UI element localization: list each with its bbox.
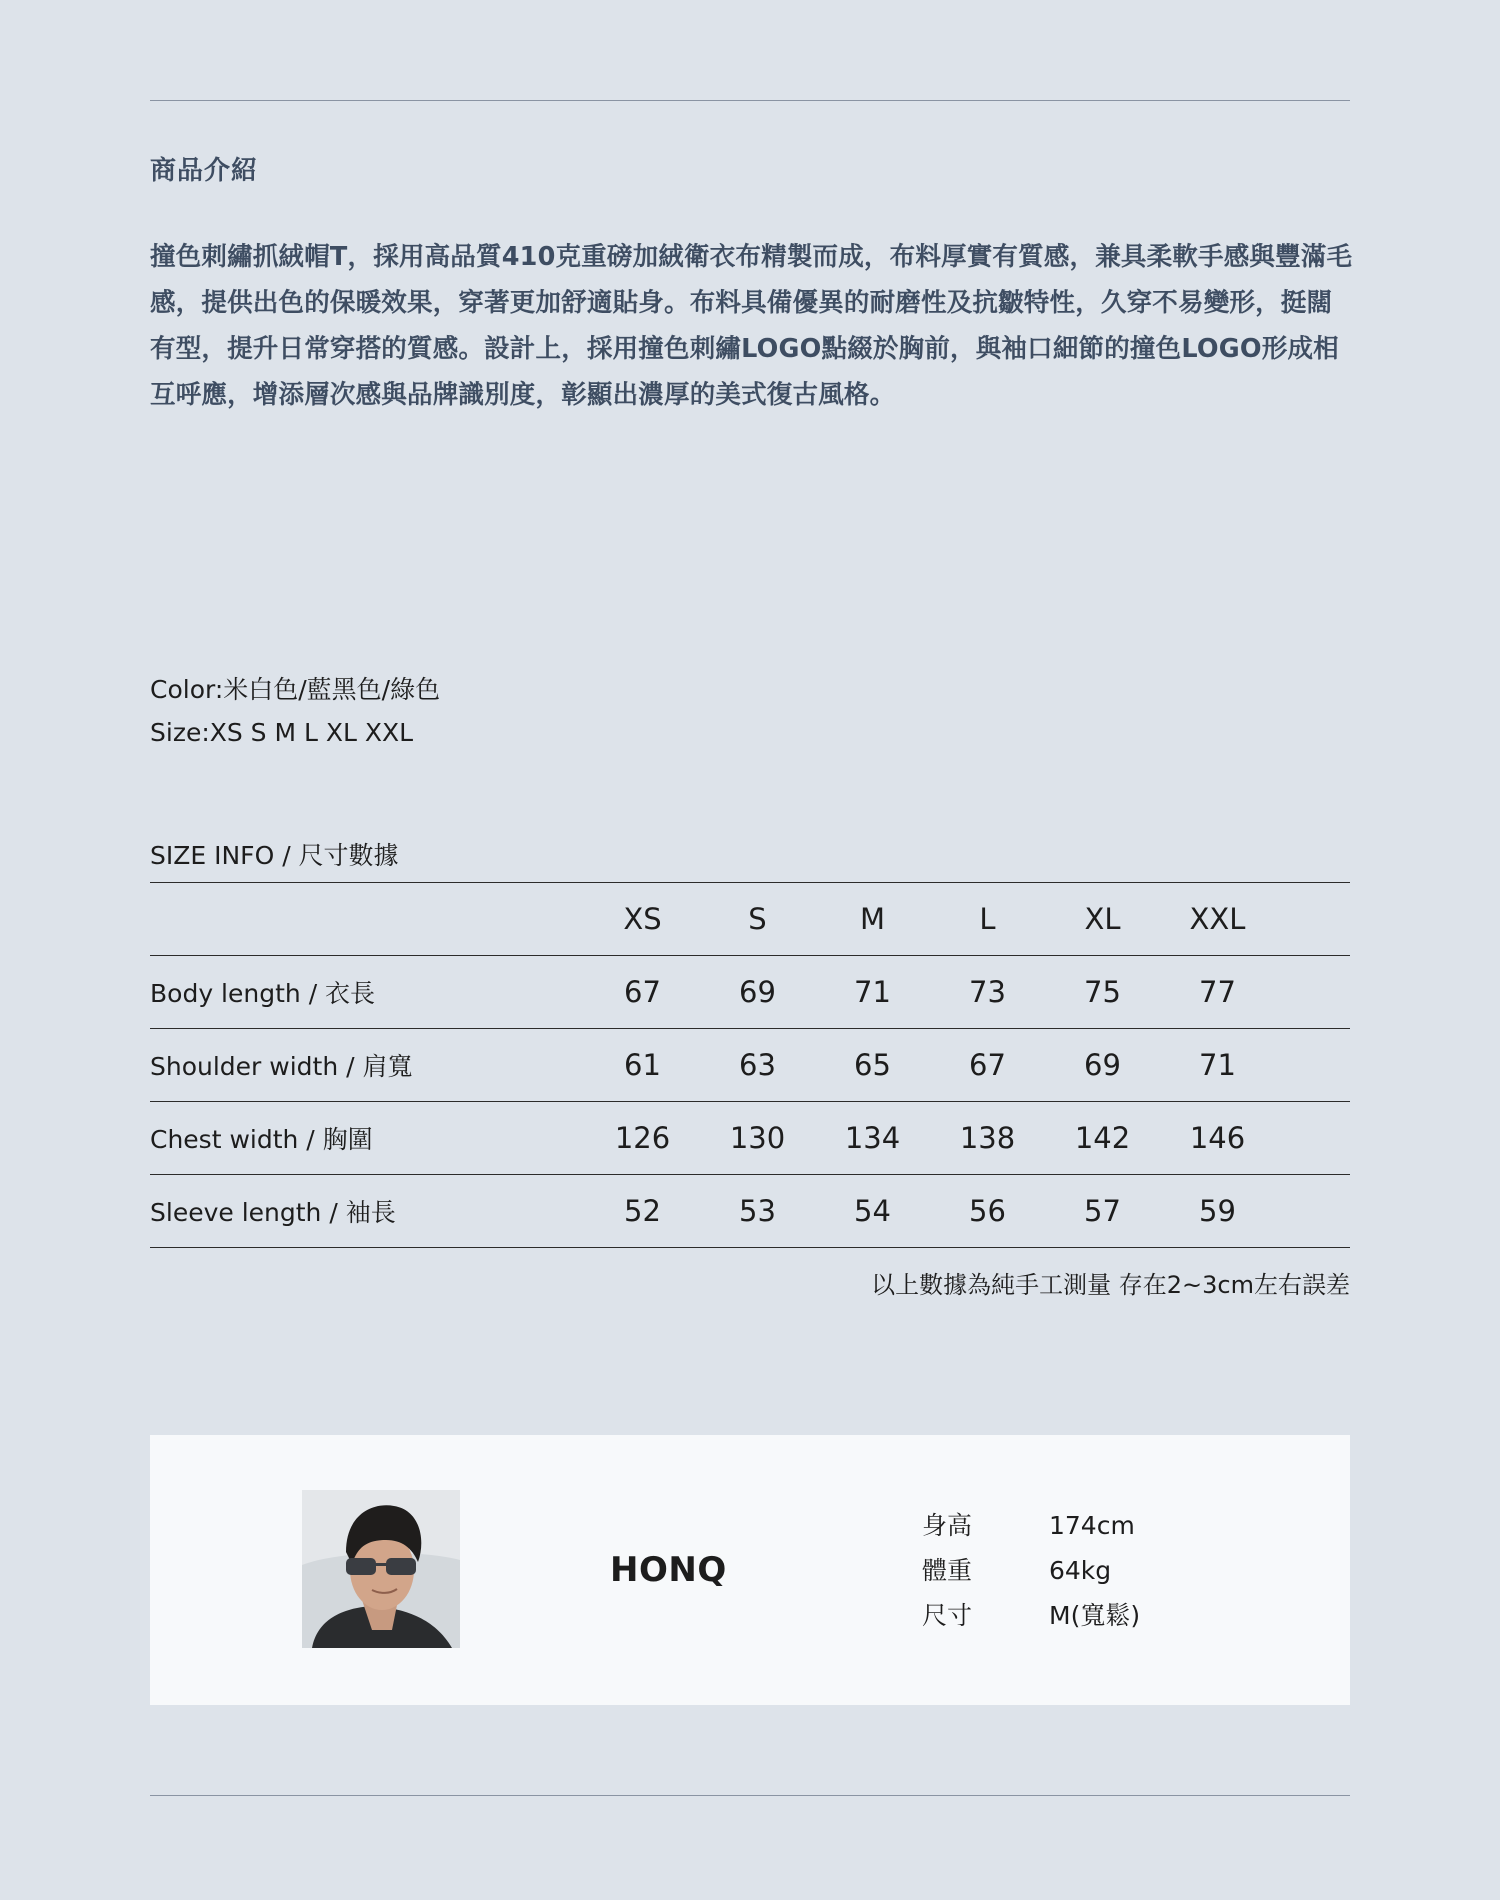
table-cell: 126	[614, 1121, 671, 1155]
row-label: Sleeve length / 袖長	[150, 1198, 396, 1227]
row-label: Body length / 衣長	[150, 979, 376, 1008]
top-divider	[150, 100, 1350, 101]
row-label: Shoulder width / 肩寬	[150, 1052, 413, 1081]
bottom-divider	[150, 1795, 1350, 1796]
table-cell: 67	[969, 1048, 1006, 1082]
table-cell: 53	[739, 1194, 776, 1228]
stat-value: M(寬鬆)	[1049, 1601, 1141, 1630]
stat-label: 尺寸	[922, 1601, 973, 1630]
stat-row-height	[922, 1503, 1140, 1548]
table-cell: 73	[969, 975, 1006, 1009]
model-photo	[302, 1490, 460, 1648]
table-cell: 134	[844, 1121, 901, 1155]
table-cell: 63	[739, 1048, 776, 1082]
table-cell: 77	[1199, 975, 1236, 1009]
size-header-xl: XL	[1084, 902, 1121, 936]
stat-label: 身高	[922, 1511, 973, 1540]
stat-label: 體重	[922, 1556, 973, 1585]
product-description: 撞色刺繡抓絨帽T，採用高品質410克重磅加絨衛衣布精製而成，布料厚實有質感，兼具柔軟手感與豐滿毛感，提供出色的保暖效果，穿著更加舒適貼身。布料具備優異的耐磨性及抗皺特性，久穿不易變形，挺闊有型，提升日常穿搭的質感。設計上，採用撞色刺繡LOGO點綴於胸前，與袖口細節的撞色LOGO形成相互呼應，增添層次感與品牌識別度，彰顯出濃厚的美式復古風格。	[150, 242, 1353, 410]
table-cell: 57	[1084, 1194, 1121, 1228]
table-cell: 130	[729, 1121, 786, 1155]
table-cell: 65	[854, 1048, 891, 1082]
size-info-heading: SIZE INFO / 尺寸數據	[150, 841, 399, 870]
section-title: 商品介紹	[150, 156, 259, 186]
table-cell: 75	[1084, 975, 1121, 1009]
table-row-sleeve-length	[150, 1175, 1350, 1248]
table-cell: 59	[1199, 1194, 1236, 1228]
stat-value: 64kg	[1049, 1556, 1112, 1585]
size-options: Size:XS S M L XL XXL	[150, 718, 414, 747]
table-cell: 54	[854, 1194, 891, 1228]
table-cell: 69	[739, 975, 776, 1009]
table-cell: 56	[969, 1194, 1006, 1228]
table-row-body-length	[150, 956, 1350, 1029]
size-header-blank	[150, 883, 585, 956]
table-cell: 138	[959, 1121, 1016, 1155]
model-name: HONQ	[610, 1550, 727, 1590]
stat-row-weight	[922, 1548, 1140, 1593]
size-header-m: M	[859, 902, 886, 936]
size-header-row	[150, 883, 1350, 956]
measurement-note: 以上數據為純手工測量 存在2~3cm左右誤差	[871, 1271, 1350, 1299]
model-card	[150, 1435, 1350, 1705]
table-row-chest-width	[150, 1102, 1350, 1175]
table-cell: 52	[624, 1194, 661, 1228]
table-cell: 71	[854, 975, 891, 1009]
table-cell: 146	[1189, 1121, 1246, 1155]
color-options: Color:米白色/藍黑色/綠色	[150, 675, 441, 704]
table-row-shoulder-width	[150, 1029, 1350, 1102]
table-cell: 61	[624, 1048, 661, 1082]
table-cell: 69	[1084, 1048, 1121, 1082]
table-cell: 71	[1199, 1048, 1236, 1082]
stat-value: 174cm	[1049, 1511, 1135, 1540]
size-header-s: S	[748, 902, 767, 936]
table-cell: 67	[624, 975, 661, 1009]
product-specs	[150, 668, 440, 754]
model-stats	[922, 1503, 1140, 1638]
size-table	[150, 882, 1350, 1248]
size-header-l: L	[979, 902, 996, 936]
row-label: Chest width / 胸圍	[150, 1125, 373, 1154]
model-portrait-icon	[302, 1490, 460, 1648]
size-header-xxl: XXL	[1189, 902, 1246, 936]
size-header-xs: XS	[623, 902, 662, 936]
table-cell: 142	[1074, 1121, 1131, 1155]
stat-row-size	[922, 1593, 1140, 1638]
